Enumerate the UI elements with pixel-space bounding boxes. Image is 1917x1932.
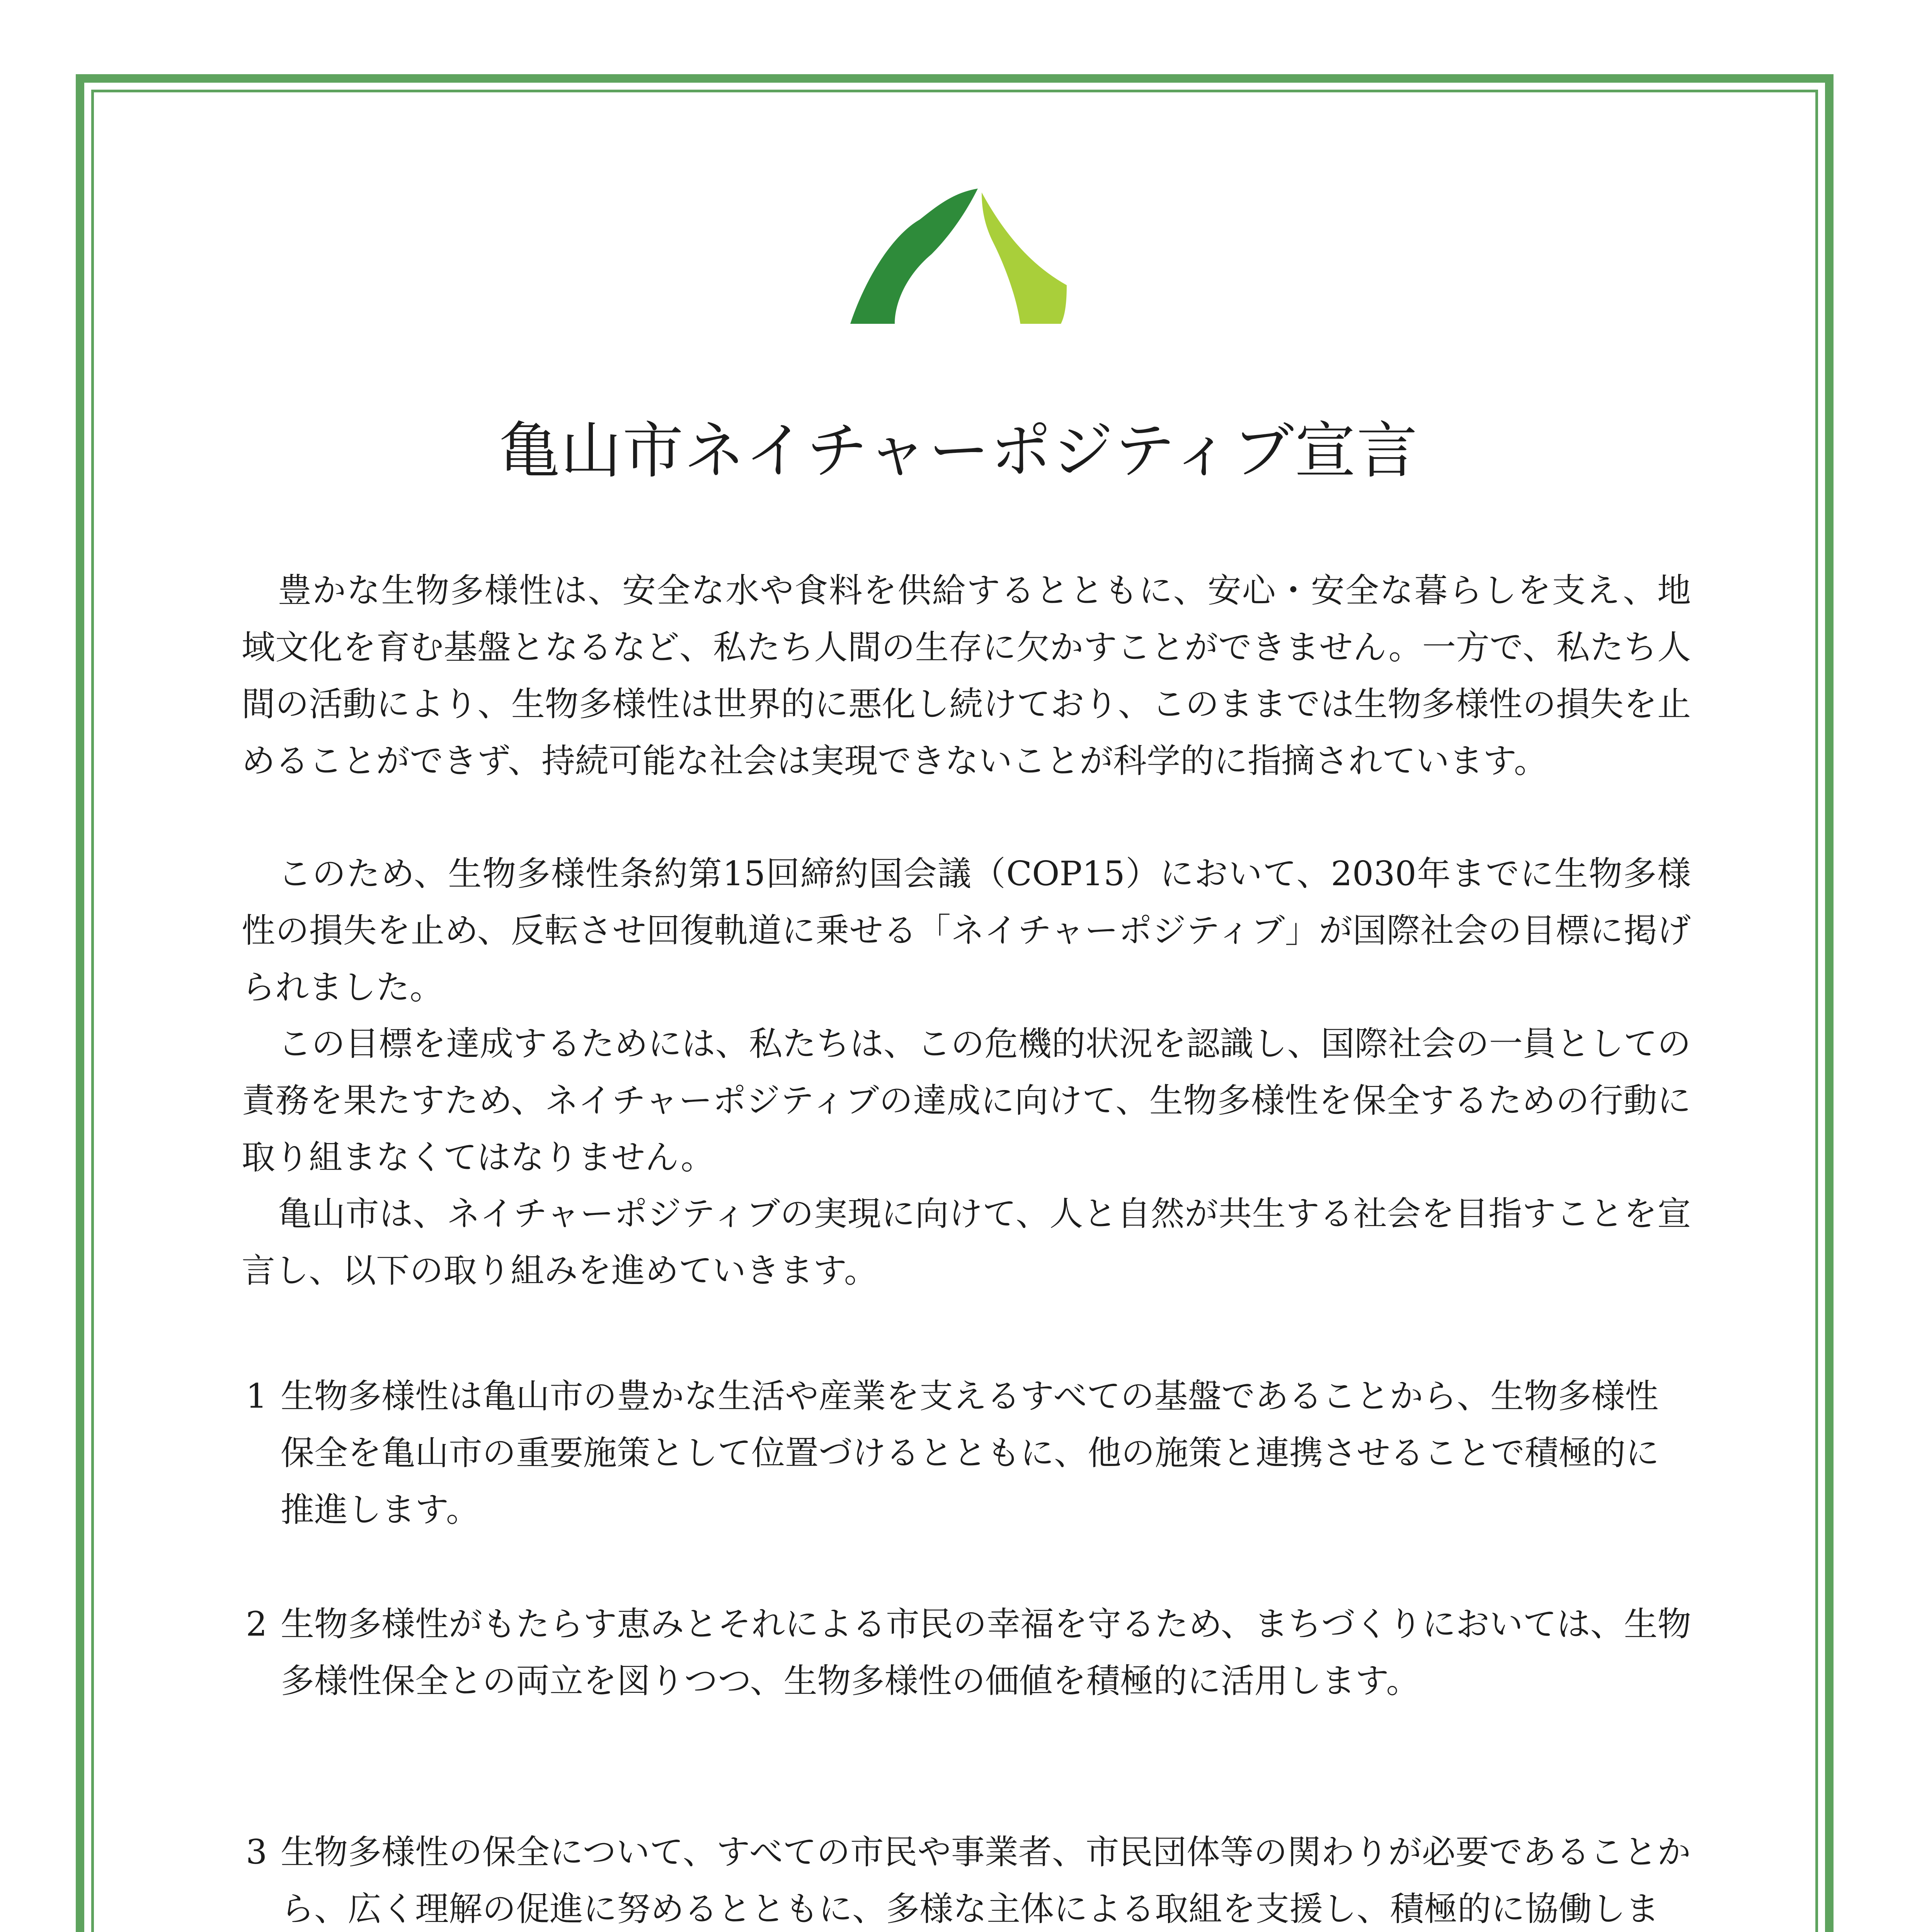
list-item-number: 1 bbox=[246, 1376, 267, 1416]
list-item-number: 2 bbox=[246, 1604, 267, 1644]
paragraph-1: 豊かな生物多様性は、安全な水や食料を供給するとともに、安心・安全な暮らしを支え、地域文化を育む基盤となるなど、私たち人間の生存に欠かすことができません。一方で、私たち人間の活動により、生物多様性は世界的に悪化し続けており、このままでは生物多様性の損失を止めることができず、持続可能な社会は実現できないことが科学的に指摘されています。 bbox=[242, 571, 1691, 781]
paragraph-4: 亀山市は、ネイチャーポジティブの実現に向けて、人と自然が共生する社会を目指すことを宣言し、以下の取り組みを進めていきます。 bbox=[242, 1194, 1691, 1290]
logo-dark-peak bbox=[850, 189, 978, 324]
list-item-text: 生物多様性の保全について、すべての市民や事業者、市民団体等の関わりが必要であることから、広く理解の促進に努めるとともに、多様な主体による取組を支援し、積極的に協働しま bbox=[281, 1832, 1691, 1929]
paragraph-3: この目標を達成するためには、私たちは、この危機的状況を認識し、国際社会の一員としての責務を果たすため、ネイチャーポジティブの達成に向けて、生物多様性を保全するための行動に取り組まなくてはなりません。 bbox=[242, 1024, 1691, 1177]
list-item-1 bbox=[246, 1368, 1691, 1538]
list-item-text: 生物多様性は亀山市の豊かな生活や産業を支えるすべての基盤であることから、生物多様性保全を亀山市の重要施策として位置づけるとともに、他の施策と連携させることで積極的に推進します。 bbox=[281, 1376, 1659, 1529]
list-item-text: 生物多様性がもたらす恵みとそれによる市民の幸福を守るため、まちづくりにおいては、生物多様性保全との両立を図りつつ、生物多様性の価値を積極的に活用します。 bbox=[281, 1604, 1691, 1701]
list-item-number: 3 bbox=[246, 1832, 267, 1872]
mountain-logo-icon bbox=[850, 189, 1067, 328]
logo-light-peak bbox=[982, 192, 1067, 324]
page-title: 亀山市ネイチャーポジティブ宣言 bbox=[499, 415, 1418, 486]
list-item-2 bbox=[246, 1596, 1691, 1709]
list-item-3 bbox=[246, 1824, 1691, 1932]
paragraph-2: このため、生物多様性条約第15回締約国会議（COP15）において、2030年までに生物多様性の損失を止め、反転させ回復軌道に乗せる「ネイチャーポジティブ」が国際社会の目標に掲げられました。 bbox=[242, 854, 1691, 1007]
